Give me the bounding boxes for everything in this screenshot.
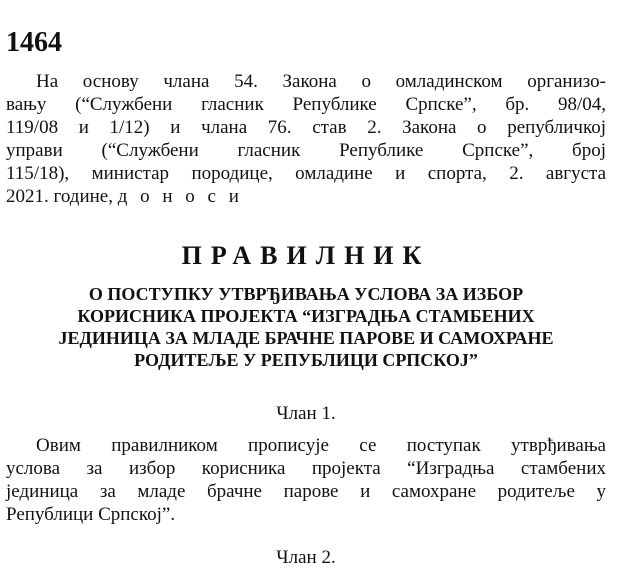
- preamble-line: 2021. године,: [6, 186, 113, 207]
- article-line: услова за избор корисника пројекта “Изградња стамбених: [6, 458, 606, 479]
- subtitle-line: О ПОСТУПКУ УТВРЂИВАЊА УСЛОВА ЗА ИЗБОР: [88, 284, 524, 304]
- article-line: Републици Српској”.: [6, 504, 176, 525]
- document-number: 1464: [6, 27, 62, 58]
- document-title: ПРАВИЛНИК: [181, 241, 431, 270]
- subtitle-line: ЈЕДИНИЦА ЗА МЛАДЕ БРАЧНЕ ПАРОВЕ И САМОХРАНЕ: [58, 328, 554, 348]
- document-subtitle: [6, 283, 606, 371]
- article-line: јединица за младе брачне парове и самохране родитеље у: [6, 481, 606, 502]
- article-line: Овим правилником прописује се поступак утврђивања: [36, 435, 606, 456]
- subtitle-line: РОДИТЕЉЕ У РЕПУБЛИЦИ СРПСКОЈ”: [134, 350, 478, 370]
- preamble-line: 119/08 и 1/12) и члана 76. став 2. Закона о републичкој: [6, 117, 606, 138]
- preamble-last-line: [6, 185, 606, 208]
- preamble-line: вању (“Службени гласник Републике Српске”, бр. 98/04,: [6, 94, 606, 115]
- preamble: [6, 70, 606, 208]
- preamble-line: 115/18), министар породице, омладине и спорта, 2. августа: [6, 163, 606, 184]
- preamble-line: управи (“Службени гласник Републике Српске”, број: [6, 140, 606, 161]
- article-1-text: [6, 434, 606, 526]
- subtitle-line: КОРИСНИКА ПРОЈЕКТА “ИЗГРАДЊА СТАМБЕНИХ: [77, 306, 535, 326]
- article-1-heading: Члан 1.: [276, 403, 336, 424]
- enacts-word: д о н о с и: [117, 186, 243, 207]
- preamble-line: На основу члана 54. Закона о омладинском организо-: [36, 71, 606, 92]
- article-2-heading: Члан 2.: [276, 547, 336, 568]
